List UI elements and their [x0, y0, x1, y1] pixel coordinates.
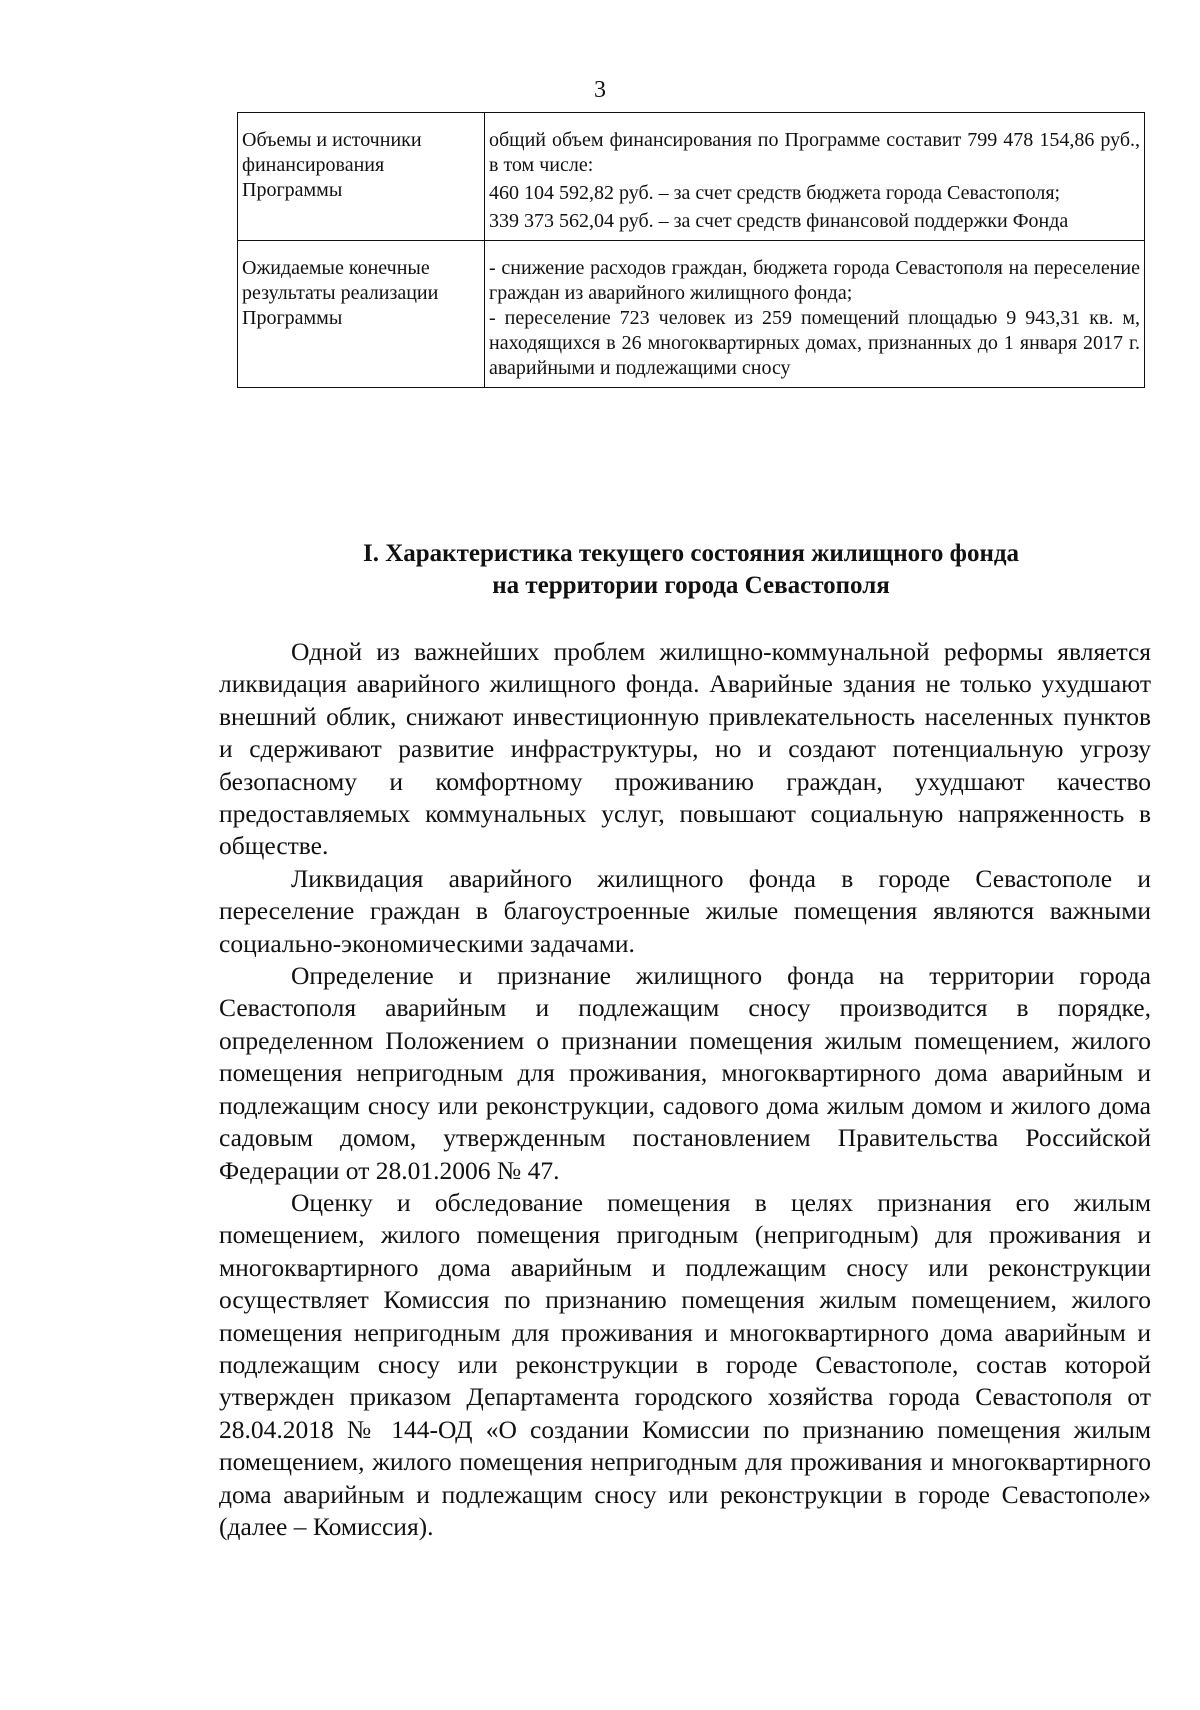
- expected-results-item: - переселение 723 человек из 259 помещений площадью 9 943,31 кв. м, находящихся в 26 многоквартирных домах, признанных до 1 января 2017 г. аварийными и подлежащими сносу: [489, 307, 1140, 379]
- table-row-expected-results: [238, 241, 1145, 388]
- program-passport-table: [237, 112, 1145, 388]
- financing-total-text: общий объем финансирования по Программе составит 799 478 154,86 руб., в том числе:: [489, 129, 1140, 176]
- expected-results-value-cell: [485, 241, 1145, 388]
- body-paragraph: Оценку и обследование помещения в целях признания его жилым помещением, жилого помещения пригодным (непригодным) для проживания и многоквартирного дома аварийным и подлежащим сносу или реконструкции осуществляет Комиссия по признанию помещения жилым помещением, жилого помещения непригодным для проживания и многоквартирного дома аварийным и подлежащим сносу или реконструкции в городе Севастополе, состав которой утвержден приказом Департамента городского хозяйства города Севастополя от 28.04.2018 № 144-ОД «О создании Комиссии по признанию помещения жилым помещением, жилого помещения непригодным для проживания и многоквартирного дома аварийным и подлежащим сносу или реконструкции в городе Севастополе» (далее – Комиссия).: [219, 1187, 1151, 1541]
- section-title: [237, 538, 1145, 602]
- body-text: [219, 636, 1151, 1543]
- page-number: 3: [594, 77, 606, 103]
- financing-label-cell: Объемы и источники финансирования Программы: [238, 113, 485, 241]
- financing-city-budget-text: 460 104 592,82 руб. – за счет средств бюджета города Севастополя;: [489, 182, 1061, 204]
- expected-results-item: - снижение расходов граждан, бюджета города Севастополя на переселение граждан из аварийного жилищного фонда;: [489, 257, 1140, 304]
- body-paragraph: Ликвидация аварийного жилищного фонда в городе Севастополе и переселение граждан в благоустроенные жилые помещения являются важными социально-экономическими задачами.: [219, 863, 1151, 958]
- financing-fund-text: 339 373 562,04 руб. – за счет средств финансовой поддержки Фонда: [489, 210, 1069, 232]
- section-title-line: I. Характеристика текущего состояния жилищного фонда: [362, 540, 1020, 567]
- section-title-line: на территории города Севастополя: [492, 572, 890, 599]
- financing-value-cell: [485, 113, 1145, 241]
- table-row-financing: [238, 113, 1145, 241]
- expected-results-label-cell: Ожидаемые конечные результаты реализации Программы: [238, 241, 485, 388]
- body-paragraph: Одной из важнейших проблем жилищно-коммунальной реформы является ликвидация аварийного жилищного фонда. Аварийные здания не только ухудшают внешний облик, снижают инвестиционную привлекательность населенных пунктов и сдерживают развитие инфраструктуры, но и создают потенциальную угрозу безопасному и комфортному проживанию граждан, ухудшают качество предоставляемых коммунальных услуг, повышают социальную напряженность в обществе.: [219, 637, 1151, 861]
- body-paragraph: Определение и признание жилищного фонда на территории города Севастополя аварийным и подлежащим сносу производится в порядке, определенном Положением о признании помещения жилым помещением, жилого помещения непригодным для проживания, многоквартирного дома аварийным и подлежащим сносу или реконструкции, садового дома жилым домом и жилого дома садовым домом, утвержденным постановлением Правительства Российской Федерации от 28.01.2006 № 47.: [219, 961, 1151, 1185]
